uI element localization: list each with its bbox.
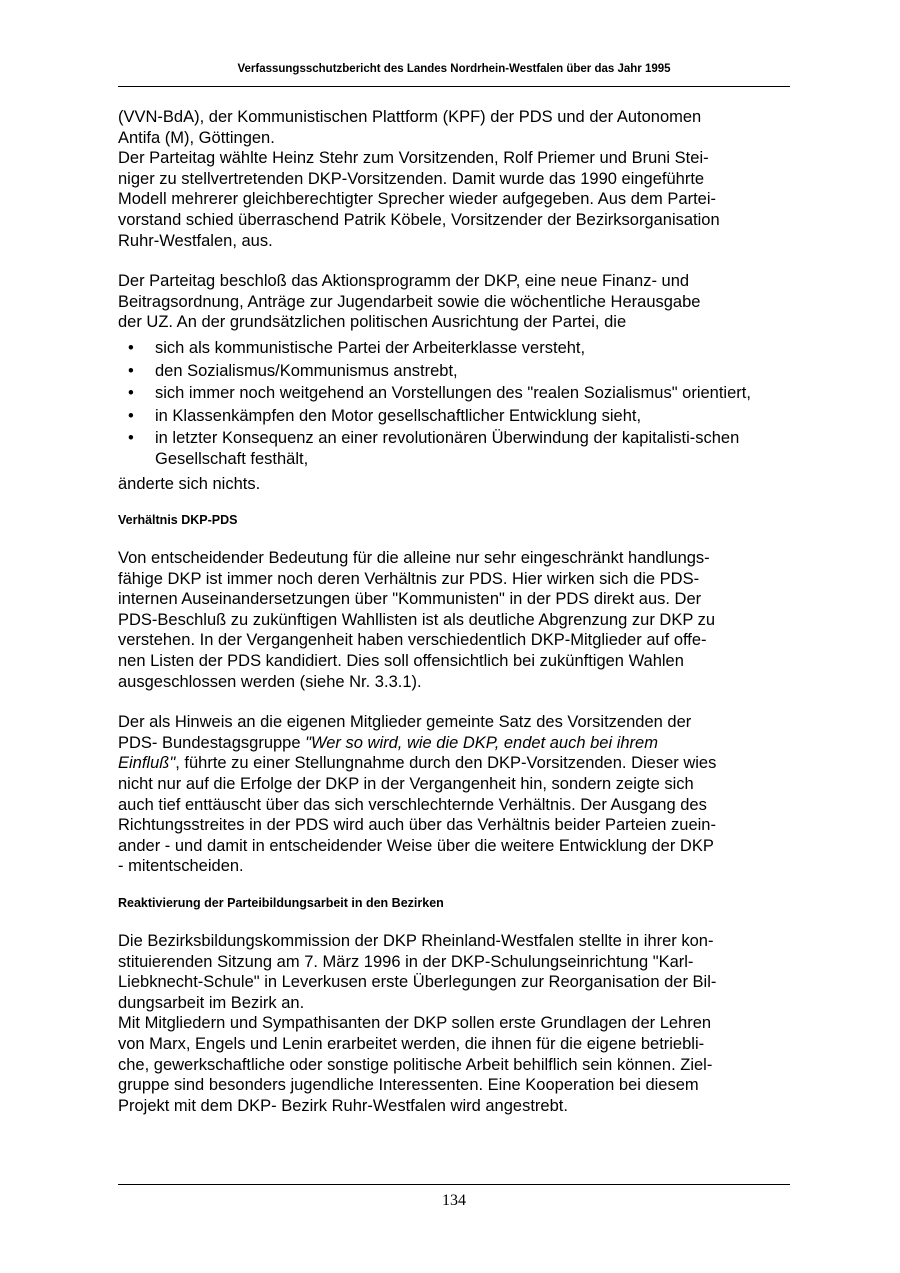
- text-line: Ruhr-Westfalen, aus.: [118, 231, 273, 250]
- footer-rule: [118, 1184, 790, 1185]
- text-line: dungsarbeit im Bezirk an.: [118, 993, 305, 1012]
- header-rule: [118, 86, 790, 87]
- text-line: fähige DKP ist immer noch deren Verhältnis zur PDS. Hier wirken sich die PDS-: [118, 569, 700, 588]
- list-item: [118, 406, 790, 427]
- section-heading-verhaeltnis: Verhältnis DKP-PDS: [118, 513, 238, 528]
- bullet-icon: •: [128, 429, 134, 448]
- paragraph-5: [118, 931, 790, 1116]
- section-heading-reaktivierung: Reaktivierung der Parteibildungsarbeit in den Bezirken: [118, 896, 444, 910]
- text-line: Die Bezirksbildungskommission der DKP Rheinland-Westfalen stellte in ihrer kon-: [118, 932, 714, 950]
- list-item-text: sich immer noch weitgehend an Vorstellungen des "realen Sozialismus" orientiert,: [155, 384, 751, 403]
- list-item: [118, 428, 790, 469]
- list-item: [118, 361, 790, 382]
- text-line: gruppe sind besonders jugendliche Interessenten. Eine Kooperation bei diesem: [118, 1076, 699, 1095]
- text-line: PDS- Bundestagsgruppe: [118, 733, 306, 752]
- text-line: verstehen. In der Vergangenheit haben verschiedentlich DKP-Mitglieder auf offe-: [118, 631, 707, 650]
- text-line: (VVN-BdA), der Kommunistischen Plattform (KPF) der PDS und der Autonomen: [118, 108, 702, 126]
- text-line: Richtungsstreites in der PDS wird auch über das Verhältnis beider Parteien zuein-: [118, 816, 716, 835]
- text-line: Beitragsordnung, Anträge zur Jugendarbeit sowie die wöchentliche Herausgabe: [118, 292, 701, 311]
- paragraph-1: [118, 107, 790, 251]
- text-line: niger zu stellvertretenden DKP-Vorsitzenden. Damit wurde das 1990 eingeführte: [118, 169, 705, 188]
- text-line: Mit Mitgliedern und Sympathisanten der DKP sollen erste Grundlagen der Lehren: [118, 1014, 712, 1033]
- text-line: Modell mehrerer gleichberechtigter Sprecher wieder aufgegeben. Aus dem Partei-: [118, 190, 716, 209]
- paragraph-3: [118, 548, 790, 692]
- bullet-icon: •: [128, 384, 134, 403]
- text-line: vorstand schied überraschend Patrik Köbele, Vorsitzender der Bezirksorganisation: [118, 210, 720, 229]
- text-line: Von entscheidender Bedeutung für die alleine nur sehr eingeschränkt handlungs-: [118, 549, 710, 568]
- text-line: ausgeschlossen werden (siehe Nr. 3.3.1).: [118, 672, 422, 691]
- text-line: , führte zu einer Stellungnahme durch den DKP-Vorsitzenden. Dieser wies: [175, 754, 717, 773]
- text-line: Der Parteitag wählte Heinz Stehr zum Vorsitzenden, Rolf Priemer und Bruni Stei-: [118, 149, 709, 168]
- text-line: stituierenden Sitzung am 7. März 1996 in der DKP-Schulungseinrichtung "Karl-: [118, 952, 694, 971]
- list-item-text: in Klassenkämpfen den Motor gesellschaftlicher Entwicklung sieht,: [155, 406, 642, 425]
- text-line: PDS-Beschluß zu zukünftigen Wahllisten ist als deutliche Abgrenzung zur DKP zu: [118, 610, 716, 629]
- text-line: internen Auseinandersetzungen über "Kommunisten" in der PDS direkt aus. Der: [118, 590, 702, 609]
- quote-text: "Wer so wird, wie die DKP, endet auch bei ihrem: [305, 733, 658, 752]
- text-line: - mitentscheiden.: [118, 857, 244, 876]
- text-line: nen Listen der PDS kandidiert. Dies soll offensichtlich bei zukünftigen Wahlen: [118, 652, 684, 671]
- text-line: che, gewerkschaftliche oder sonstige politische Arbeit behilflich sein können. Ziel-: [118, 1055, 713, 1074]
- text-line: ander - und damit in entscheidender Weise über die weitere Entwicklung der DKP: [118, 836, 714, 855]
- text-line: Liebknecht-Schule" in Leverkusen erste Überlegungen zur Reorganisation der Bil-: [118, 973, 717, 992]
- bullet-icon: •: [128, 406, 134, 425]
- list-item-text: den Sozialismus/Kommunismus anstrebt,: [155, 361, 458, 380]
- list-item: [118, 383, 790, 404]
- text-line: Antifa (M), Göttingen.: [118, 128, 275, 147]
- text-line: Der als Hinweis an die eigenen Mitglieder gemeinte Satz des Vorsitzenden der: [118, 713, 692, 732]
- text-line: nicht nur auf die Erfolge der DKP in der Vergangenheit hin, sondern zeigte sich: [118, 775, 694, 794]
- list-item: [118, 338, 790, 359]
- quote-text: Einfluß": [118, 754, 176, 773]
- bullet-icon: •: [128, 361, 134, 380]
- bullet-list: [118, 338, 790, 470]
- main-content: [118, 107, 790, 1116]
- paragraph-2: [118, 271, 790, 333]
- paragraph-4: [118, 712, 790, 877]
- bullet-icon: •: [128, 338, 134, 357]
- list-item-text: sich als kommunistische Partei der Arbeiterklasse versteht,: [155, 338, 586, 357]
- text-line: Der Parteitag beschloß das Aktionsprogramm der DKP, eine neue Finanz- und: [118, 272, 690, 291]
- text-line: von Marx, Engels und Lenin erarbeitet werden, die ihnen für die eigene betriebli-: [118, 1034, 705, 1053]
- text-line: Projekt mit dem DKP- Bezirk Ruhr-Westfalen wird angestrebt.: [118, 1096, 568, 1115]
- paragraph-2-end: änderte sich nichts.: [118, 474, 261, 493]
- list-item-text: in letzter Konsequenz an einer revolutionären Überwindung der kapitalisti-schen Gesellschaft festhält,: [155, 429, 740, 468]
- page-header: Verfassungsschutzbericht des Landes Nordrhein-Westfalen über das Jahr 1995: [237, 63, 671, 75]
- text-line: auch tief enttäuscht über das sich verschlechternde Verhältnis. Der Ausgang des: [118, 795, 707, 814]
- text-line: der UZ. An der grundsätzlichen politischen Ausrichtung der Partei, die: [118, 313, 627, 332]
- page-number: 134: [442, 1192, 466, 1209]
